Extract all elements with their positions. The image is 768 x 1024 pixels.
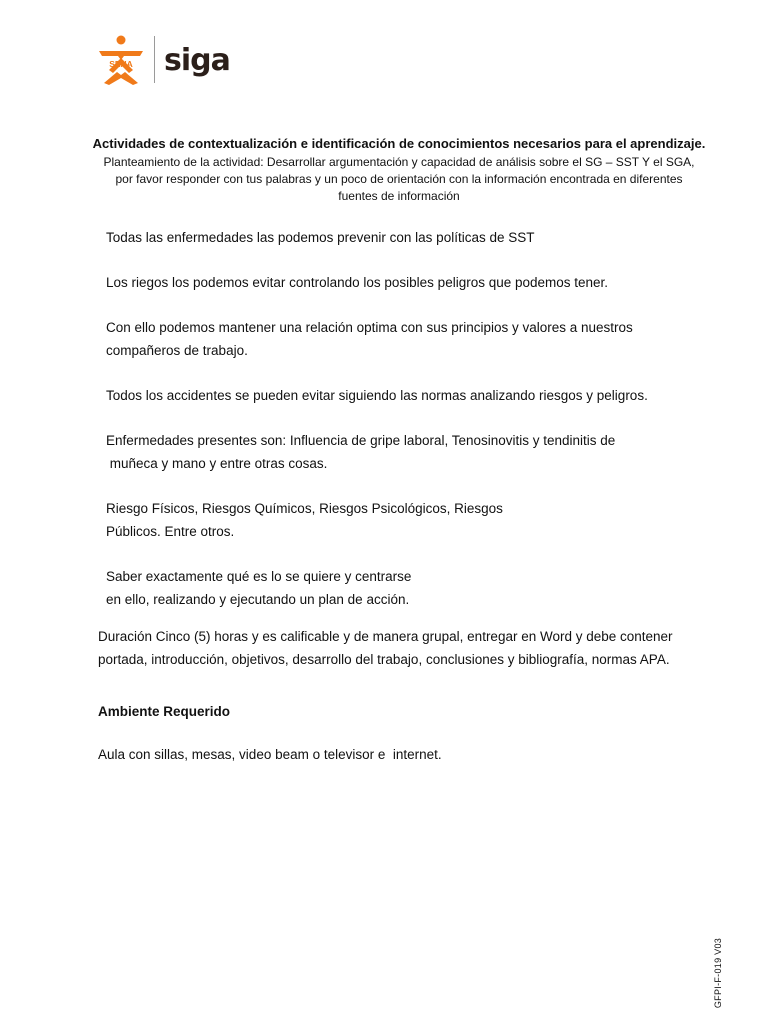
duration-line: Duración Cinco (5) horas y es calificable y de manera grupal, entregar en Word y debe contener [98,629,673,644]
siga-wordmark-text: siga [164,44,230,78]
answer-line: muñeca y mano y entre otras cosas. [106,456,328,471]
answer-paragraph [106,565,411,611]
answer-line: Riesgo Físicos, Riesgos Químicos, Riesgos Psicológicos, Riesgos [106,501,503,516]
header-logo [96,34,256,86]
answer-line: en ello, realizando y ejecutando un plan de acción. [106,592,410,607]
answer-line: Con ello podemos mantener una relación optima con sus principios y valores a nuestros [106,320,633,335]
duration-line: portada, introducción, objetivos, desarrollo del trabajo, conclusiones y bibliografía, normas APA. [98,652,670,667]
duration-paragraph [98,625,673,671]
logo-divider [154,36,155,83]
activity-description-line: fuentes de información [338,189,460,203]
section-heading: Ambiente Requerido [98,704,231,719]
answer-paragraph [106,226,534,249]
document-header [76,135,722,205]
activity-description-line: por favor responder con tus palabras y un poco de orientación con la información encontrada en diferentes [115,172,683,186]
answer-line: Públicos. Entre otros. [106,524,235,539]
sena-logo-text: SENA [109,59,133,69]
activity-description-line: Planteamiento de la actividad: Desarrollar argumentación y capacidad de análisis sobre el SG – SST Y el SGA, [103,155,695,169]
sena-logo [96,34,146,86]
answer-line: Saber exactamente qué es lo se quiere y centrarse [106,569,412,584]
answer-paragraph [106,497,503,543]
answer-line: Enfermedades presentes son: Influencia de gripe laboral, Tenosinovitis y tendinitis de [106,433,616,448]
answer-line: Todos los accidentes se pueden evitar siguiendo las normas analizando riesgos y peligros. [106,388,648,403]
answer-paragraph [106,316,633,362]
answer-line: compañeros de trabajo. [106,343,248,358]
answer-line: Todas las enfermedades las podemos prevenir con las políticas de SST [106,230,535,245]
answer-line: Los riegos los podemos evitar controlando los posibles peligros que podemos tener. [106,275,609,290]
siga-wordmark [162,44,242,80]
page-title: Actividades de contextualización e identificación de conocimientos necesarios para el aprendizaje. [92,136,706,151]
answer-paragraph [106,384,648,407]
form-code: GFPI-F-019 V03 [713,937,723,1009]
answer-paragraph [106,271,608,294]
activity-description [76,154,722,205]
answer-paragraph [106,429,615,475]
environment-text: Aula con sillas, mesas, video beam o televisor e internet. [98,747,442,762]
